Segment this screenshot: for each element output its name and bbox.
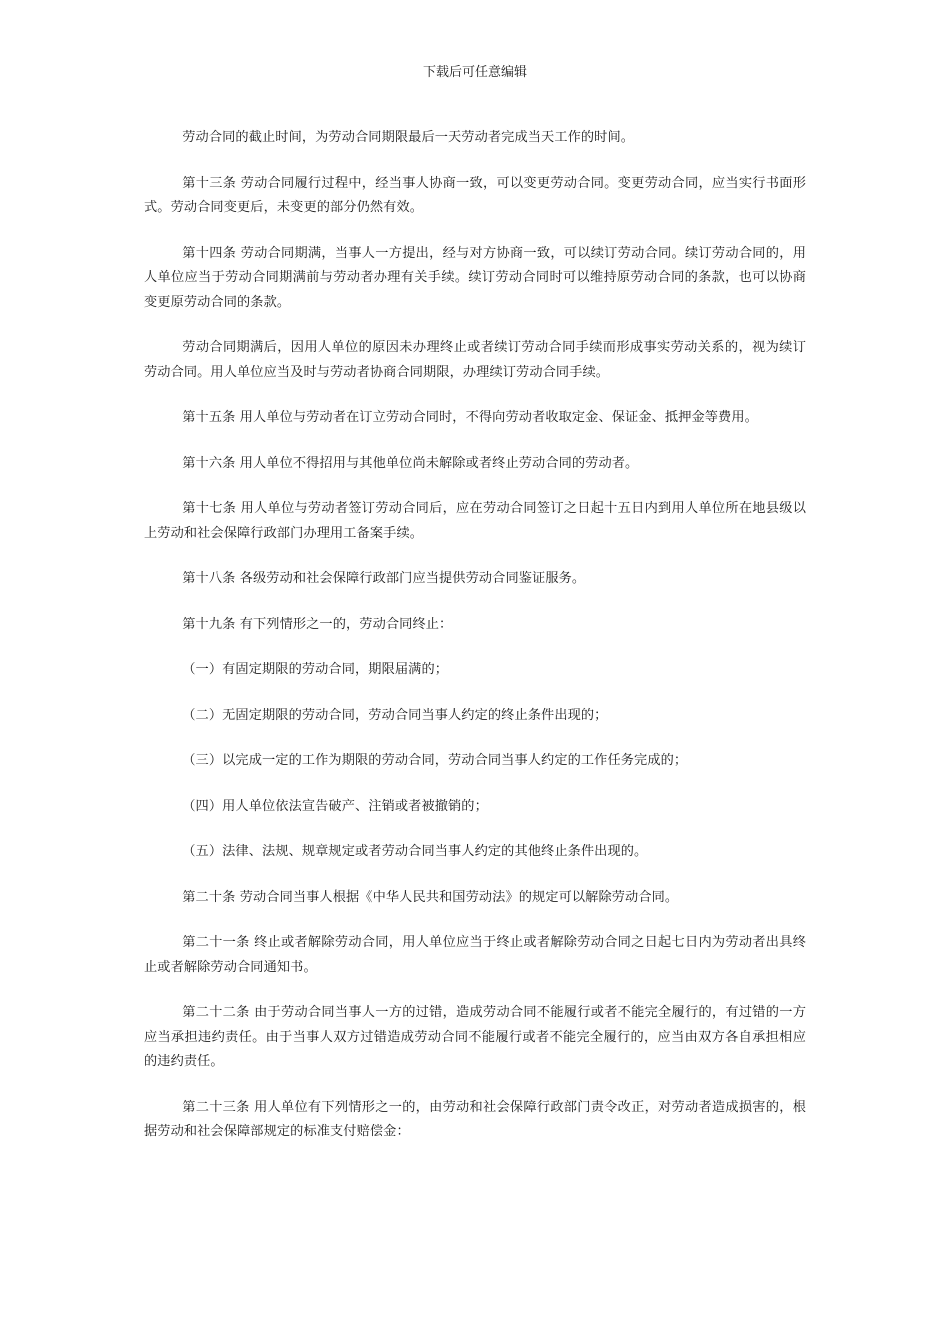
paragraph-article-17: 第十七条 用人单位与劳动者签订劳动合同后，应在劳动合同签订之日起十五日内到用人单位所在地县级以上劳动和社会保障行政部门办理用工备案手续。 xyxy=(144,501,806,541)
paragraph-article-14: 第十四条 劳动合同期满，当事人一方提出，经与对方协商一致，可以续订劳动合同。续订劳动合同的，用人单位应当于劳动合同期满前与劳动者办理有关手续。续订劳动合同时可以维持原劳动合同的条款，也可以协商变更原劳动合同的条款。 xyxy=(144,245,806,310)
paragraph-contract-end-time: 劳动合同的截止时间，为劳动合同期限最后一天劳动者完成当天工作的时间。 xyxy=(182,130,635,145)
list-item-19-3: （三）以完成一定的工作为期限的劳动合同，劳动合同当事人约定的工作任务完成的； xyxy=(182,753,688,768)
paragraph-article-16: 第十六条 用人单位不得招用与其他单位尚未解除或者终止劳动合同的劳动者。 xyxy=(182,455,639,471)
list-item-19-2: （二）无固定期限的劳动合同，劳动合同当事人约定的终止条件出现的； xyxy=(182,707,608,723)
paragraph-article-15: 第十五条 用人单位与劳动者在订立劳动合同时，不得向劳动者收取定金、保证金、抵押金等费用。 xyxy=(182,410,758,425)
list-item-19-5: （五）法律、法规、规章规定或者劳动合同当事人约定的其他终止条件出现的。 xyxy=(182,844,648,859)
paragraph-article-13: 第十三条 劳动合同履行过程中，经当事人协商一致，可以变更劳动合同。变更劳动合同，应当实行书面形式。劳动合同变更后，未变更的部分仍然有效。 xyxy=(144,175,806,215)
paragraph-article-22: 第二十二条 由于劳动合同当事人一方的过错，造成劳动合同不能履行或者不能完全履行的，有过错的一方应当承担违约责任。由于当事人双方过错造成劳动合同不能履行或者不能完全履行的，应当由双方各自承担相应的违约责任。 xyxy=(144,1005,806,1069)
paragraph-article-21: 第二十一条 终止或者解除劳动合同，用人单位应当于终止或者解除劳动合同之日起七日内为劳动者出具终止或者解除劳动合同通知书。 xyxy=(144,935,806,975)
paragraph-article-20: 第二十条 劳动合同当事人根据《中华人民共和国劳动法》的规定可以解除劳动合同。 xyxy=(182,889,679,905)
paragraph-article-18: 第十八条 各级劳动和社会保障行政部门应当提供劳动合同鉴证服务。 xyxy=(182,571,586,586)
paragraph-article-19: 第十九条 有下列情形之一的，劳动合同终止： xyxy=(182,616,453,632)
document-body xyxy=(144,126,806,1166)
paragraph-article-23: 第二十三条 用人单位有下列情形之一的，由劳动和社会保障行政部门责令改正，对劳动者造成损害的，根据劳动和社会保障部规定的标准支付赔偿金： xyxy=(144,1099,806,1139)
paragraph-article-14-renewal: 劳动合同期满后，因用人单位的原因未办理终止或者续订劳动合同手续而形成事实劳动关系的，视为续订劳动合同。用人单位应当及时与劳动者协商合同期限，办理续订劳动合同手续。 xyxy=(144,340,806,380)
page-header: 下载后可任意编辑 xyxy=(422,65,527,80)
list-item-19-1: （一）有固定期限的劳动合同，期限届满的； xyxy=(182,662,449,677)
list-item-19-4: （四）用人单位依法宣告破产、注销或者被撤销的； xyxy=(182,798,488,814)
